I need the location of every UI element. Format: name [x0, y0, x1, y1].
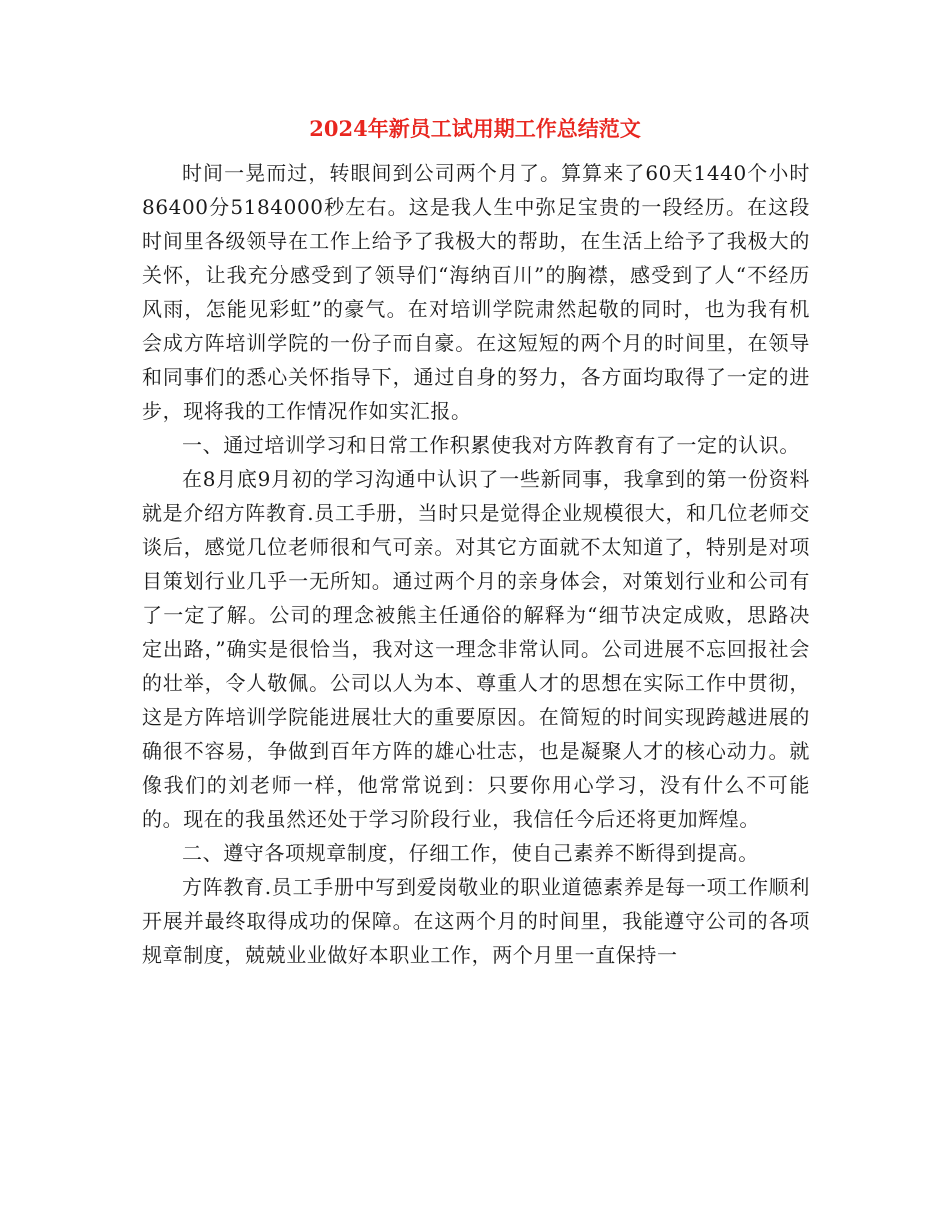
paragraph-intro: 时间一晃而过，转眼间到公司两个月了。算算来了60天1440个小时86400分5184000秒左右。这是我人生中弥足宝贵的一段经历。在这段时间里各级领导在工作上给予了我极大的帮助，在生活上给予了我极大的关怀，让我充分感受到了领导们“海纳百川”的胸襟，感受到了人“不经历风雨，怎能见彩虹”的豪气。在对培训学院肃然起敬的同时，也为我有机会成方阵培训学院的一份子而自豪。在这短短的两个月的时间里，在领导和同事们的悉心关怀指导下，通过自身的努力，各方面均取得了一定的进步，现将我的工作情况作如实汇报。 [142, 161, 810, 423]
paragraph-section-1: 在8月底9月初的学习沟通中认识了一些新同事，我拿到的第一份资料就是介绍方阵教育.员工手册，当时只是觉得企业规模很大，和几位老师交谈后，感觉几位老师很和气可亲。对其它方面就不太知道了，特别是对项目策划行业几乎一无所知。通过两个月的亲身体会，对策划行业和公司有了一定了解。公司的理念被熊主任通俗的解释为“细节决定成败，思路决定出路，”确实是很恰当，我对这一理念非常认同。公司进展不忘回报社会的壮举，令人敬佩。公司以人为本、尊重人才的思想在实际工作中贯彻，这是方阵培训学院能进展壮大的重要原因。在简短的时间实现跨越进展的确很不容易，争做到百年方阵的雄心壮志，也是凝聚人才的核心动力。就像我们的刘老师一样，他常常说到：只要你用心学习，没有什么不可能的。现在的我虽然还处于学习阶段行业，我信任今后还将更加辉煌。 [142, 467, 810, 831]
document-title: 2024年新员工试用期工作总结范文 [309, 116, 641, 141]
document-body [142, 156, 810, 972]
section-heading-1: 一、通过培训学习和日常工作积累使我对方阵教育有了一定的认识。 [182, 433, 800, 457]
section-heading-2: 二、遵守各项规章制度，仔细工作，使自己素养不断得到提高。 [182, 841, 759, 865]
paragraph-section-2: 方阵教育.员工手册中写到爱岗敬业的职业道德素养是每一项工作顺利开展并最终取得成功的保障。在这两个月的时间里，我能遵守公司的各项规章制度，兢兢业业做好本职业工作，两个月里一直保持一 [142, 875, 810, 967]
